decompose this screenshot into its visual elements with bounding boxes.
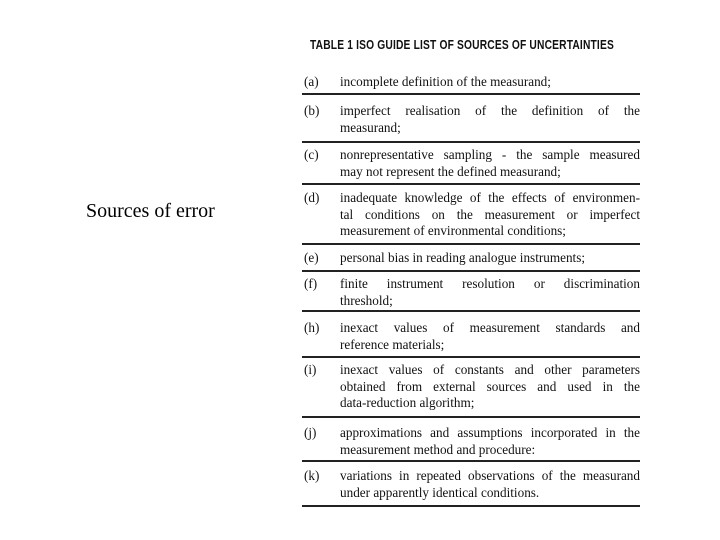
item-text-line: finite instrument resolution or discrimination	[340, 276, 640, 291]
table-title: TABLE 1 ISO GUIDE LIST OF SOURCES OF UNCERTAINTIES	[310, 38, 614, 52]
item-text	[340, 320, 640, 353]
item-text-line: data-reduction algorithm;	[340, 395, 475, 410]
item-text-line: measurement method and procedure:	[340, 441, 536, 457]
item-text-line: obtained from external sources and used in the	[340, 378, 640, 394]
row-divider	[302, 93, 640, 95]
item-text-line: measurement of environmental conditions;	[340, 223, 566, 238]
item-text	[340, 276, 640, 309]
item-text-line: tal conditions on the measurement or imperfect	[340, 206, 640, 222]
item-text-line: inexact values of measurement standards and	[340, 320, 640, 335]
item-label: (a)	[304, 74, 319, 89]
row-divider	[302, 243, 640, 245]
item-text-line: nonrepresentative sampling - the sample measured	[340, 147, 640, 162]
item-text-line: inadequate knowledge of the effects of environmen-	[340, 190, 640, 205]
item-label: (e)	[304, 250, 319, 265]
item-text-line: personal bias in reading analogue instruments;	[340, 250, 586, 265]
item-text-line: incomplete definition of the measurand;	[340, 74, 551, 89]
item-text	[340, 425, 640, 458]
row-divider	[302, 270, 640, 272]
item-label: (f)	[304, 276, 318, 291]
item-text-line: approximations and assumptions incorporated in the	[340, 425, 640, 440]
item-text-line: inexact values of constants and other parameters	[340, 362, 640, 377]
row-divider	[302, 183, 640, 185]
item-label: (j)	[304, 425, 317, 440]
item-text-line: reference materials;	[340, 336, 445, 352]
row-divider	[302, 310, 640, 312]
item-text	[340, 362, 640, 412]
item-label: (i)	[304, 362, 317, 377]
item-label: (b)	[304, 103, 320, 118]
row-divider	[302, 141, 640, 143]
item-text	[340, 147, 640, 180]
row-divider	[302, 505, 640, 507]
item-text	[340, 190, 640, 240]
item-text-line: measurand;	[340, 119, 401, 135]
item-text-line: may not represent the defined measurand;	[340, 163, 561, 179]
item-text-line: imperfect realisation of the definition of the	[340, 103, 640, 118]
item-label: (k)	[304, 468, 320, 483]
item-text	[340, 103, 640, 136]
row-divider	[302, 356, 640, 358]
item-label: (d)	[304, 190, 320, 205]
item-label: (h)	[304, 320, 320, 335]
row-divider	[302, 416, 640, 418]
item-text-line: threshold;	[340, 292, 393, 308]
iso-uncertainty-table	[296, 30, 646, 510]
row-divider	[302, 460, 640, 462]
item-text	[340, 250, 640, 267]
item-label: (c)	[304, 147, 319, 162]
item-text	[340, 74, 640, 91]
item-text-line: variations in repeated observations of the measurand	[340, 468, 640, 483]
item-text	[340, 468, 640, 501]
item-text-line: under apparently identical conditions.	[340, 484, 540, 500]
slide-heading: Sources of error	[86, 200, 215, 222]
